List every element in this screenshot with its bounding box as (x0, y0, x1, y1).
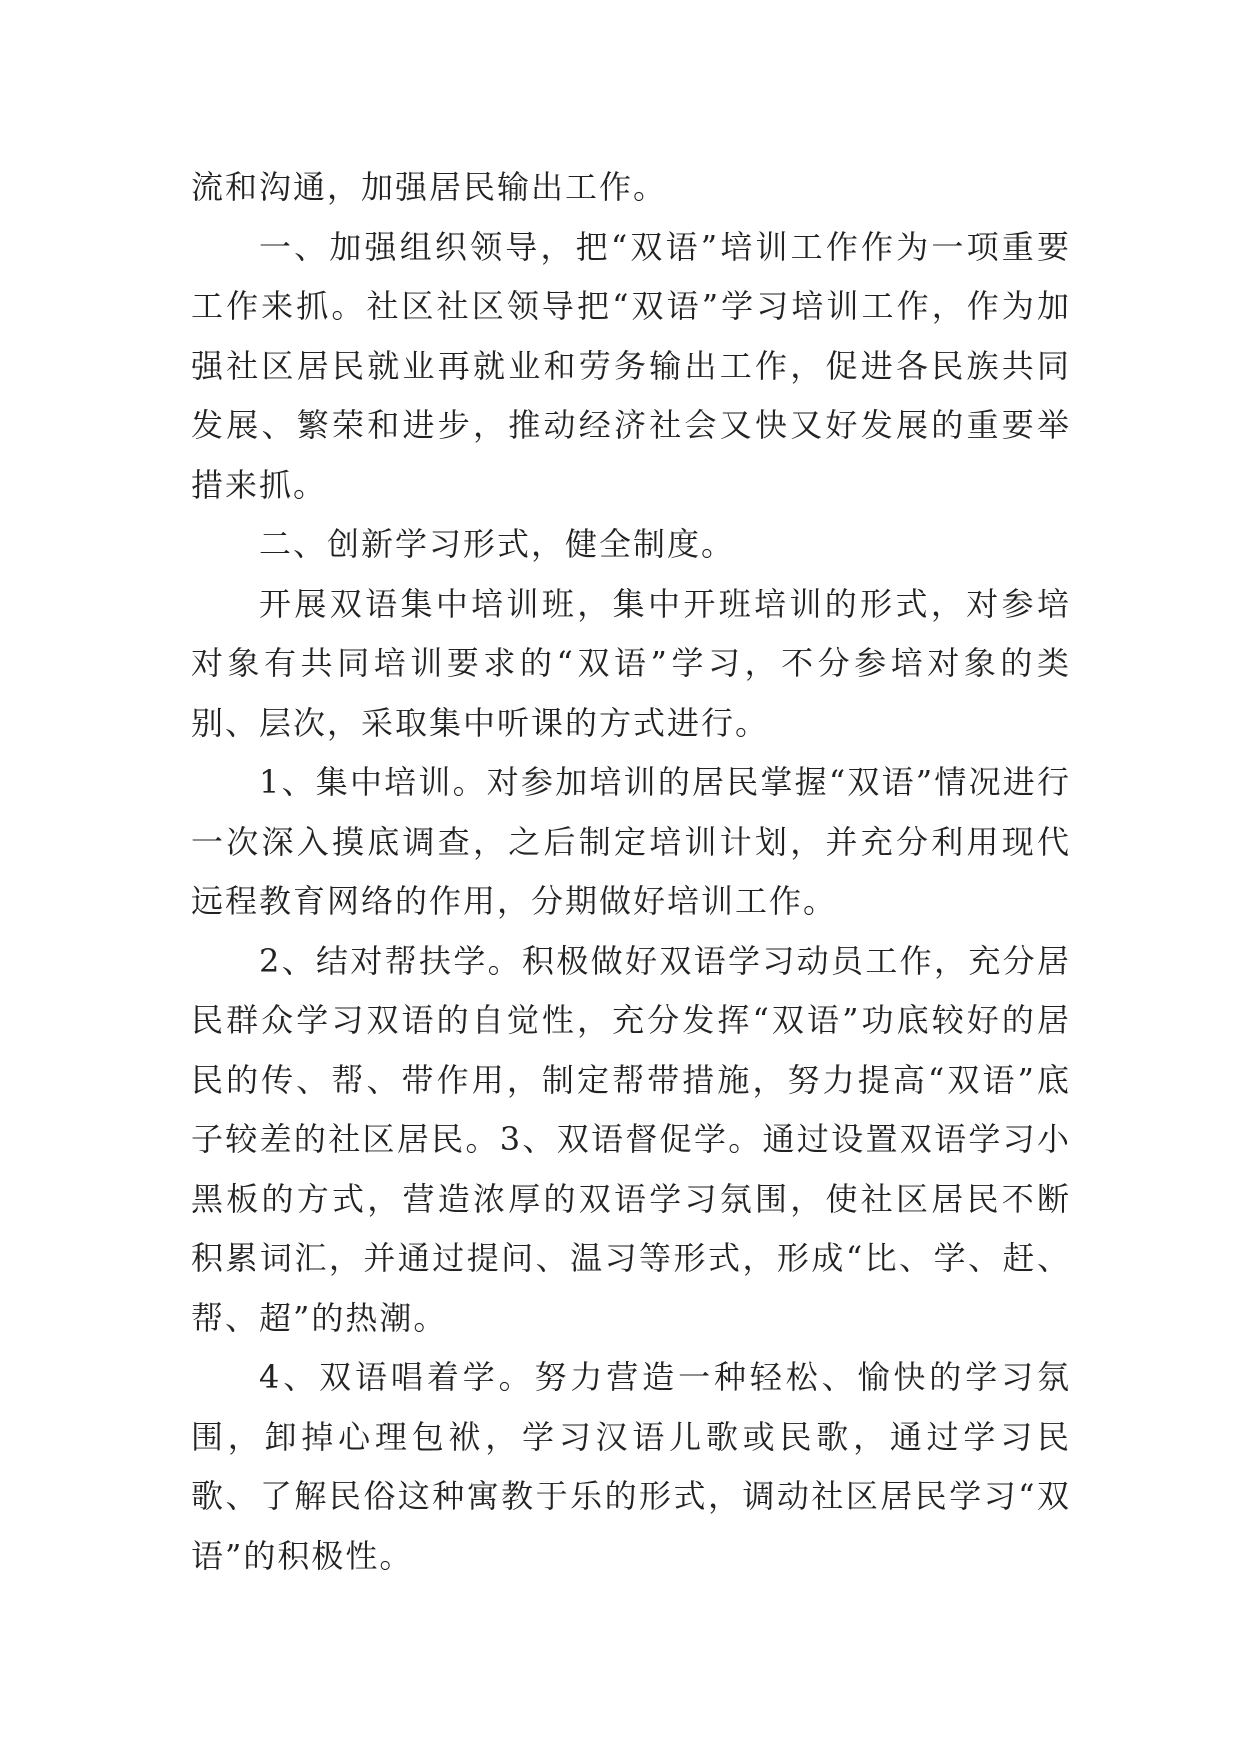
paragraph-item-one: 1、集中培训。对参加培训的居民掌握“双语”情况进行一次深入摸底调查，之后制定培训计划，并充分利用现代远程教育网络的作用，分期做好培训工作。 (191, 763, 1071, 920)
paragraph-section-one: 一、加强组织领导，把“双语”培训工作作为一项重要工作来抓。社区社区领导把“双语”学习培训工作，作为加强社区居民就业再就业和劳务输出工作，促进各民族共同发展、繁荣和进步，推动经济社会又快又好发展的重要举措来抓。 (191, 227, 1071, 504)
paragraph-item-two-three: 2、结对帮扶学。积极做好双语学习动员工作，充分居民群众学习双语的自觉性，充分发挥“双语”功底较好的居民的传、帮、带作用，制定帮带措施，努力提高“双语”底子较差的社区居民。3、双语督促学。通过设置双语学习小黑板的方式，营造浓厚的双语学习氛围，使社区居民不断积累词汇，并通过提问、温习等形式，形成“比、学、赶、帮、超”的热潮。 (191, 941, 1071, 1337)
paragraph-centralized-class: 开展双语集中培训班，集中开班培训的形式，对参培对象有共同培训要求的“双语”学习，不分参培对象的类别、层次，采取集中听课的方式进行。 (191, 584, 1071, 742)
paragraph-item-four: 4、双语唱着学。努力营造一种轻松、愉快的学习氛围，卸掉心理包袱，学习汉语儿歌或民歌，通过学习民歌、了解民俗这种寓教于乐的形式，调动社区居民学习“双语”的积极性。 (191, 1358, 1071, 1575)
paragraph-continuation: 流和沟通，加强居民输出工作。 (191, 168, 668, 206)
paragraph-section-two-heading: 二、创新学习形式，健全制度。 (259, 525, 736, 563)
document-body (191, 158, 1071, 1586)
